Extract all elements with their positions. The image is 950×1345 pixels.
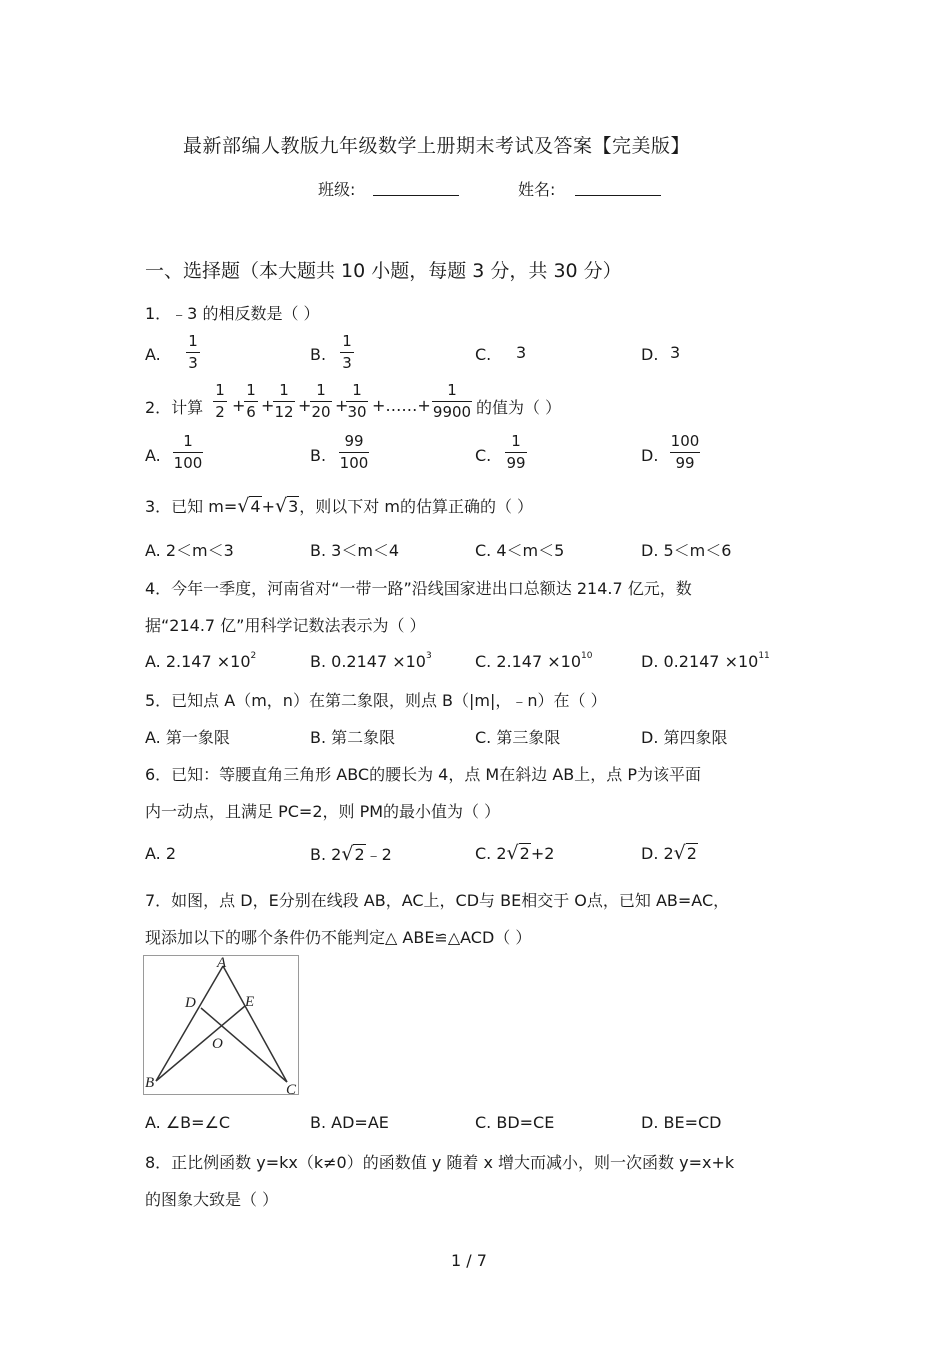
denominator: 99 — [506, 454, 526, 472]
q1-option-c-label: C. — [475, 345, 492, 364]
line-be — [156, 1006, 245, 1081]
line-ab — [156, 966, 223, 1081]
q4-option-d — [641, 651, 770, 671]
q4-line-2: 据“214.7 亿”用科学记数法表示为（ ） — [145, 616, 426, 635]
q2-prefix: 2．计算 — [145, 398, 204, 417]
q3-option-b: B. 3＜m＜4 — [310, 541, 400, 560]
exponent: 11 — [758, 651, 770, 661]
sqrt: √2 — [673, 842, 697, 864]
q5-option-a: A. 第一象限 — [145, 728, 230, 747]
denominator: 3 — [342, 354, 352, 372]
q2-plus-4: + — [335, 396, 349, 415]
label-c: C — [286, 1082, 297, 1094]
q7-option-d: D. BE=CD — [641, 1113, 722, 1132]
q2-term-6 — [432, 383, 472, 420]
q2-option-c-fraction — [505, 434, 527, 471]
exponent: 10 — [581, 651, 593, 661]
sqrt: √2 — [506, 842, 530, 864]
numerator: 1 — [188, 332, 198, 350]
q2-plus-1: + — [232, 396, 246, 415]
q2-term-1 — [213, 383, 227, 420]
radicand: 2 — [519, 844, 530, 863]
q4-option-b — [310, 651, 432, 671]
option-text: A. 2.147 ×10 — [145, 652, 251, 671]
label-d: D — [185, 995, 196, 1011]
q3-sqrt-2: √3 — [274, 495, 299, 517]
radicand: 2 — [686, 844, 697, 863]
denominator: 6 — [246, 403, 256, 421]
q8-line-2: 的图象大致是（ ） — [145, 1190, 279, 1209]
numerator: 1 — [352, 381, 362, 399]
q4-option-a — [145, 651, 256, 671]
option-text: B. 0.2147 ×10 — [310, 652, 426, 671]
q6-option-c — [475, 842, 554, 864]
q7-figure — [143, 955, 299, 1095]
q3-option-a: A. 2＜m＜3 — [145, 541, 234, 560]
numerator: 1 — [183, 432, 193, 450]
q2-option-a-label: A. — [145, 446, 161, 465]
q2-plus-3: + — [298, 396, 312, 415]
name-blank — [575, 195, 661, 196]
denominator: 2 — [215, 403, 225, 421]
q1-stem: 1．﹣3 的相反数是（ ） — [145, 304, 320, 323]
q3-option-c: C. 4＜m＜5 — [475, 541, 565, 560]
label-e: E — [245, 994, 255, 1010]
option-text: C. 2.147 ×10 — [475, 652, 581, 671]
q3-sqrt-1: √4 — [237, 495, 261, 517]
exponent: 2 — [250, 651, 257, 661]
denominator: 99 — [675, 454, 695, 472]
q7-option-a: A. ∠B=∠C — [145, 1113, 231, 1132]
label-a: A — [217, 956, 227, 971]
q5-option-c: C. 第三象限 — [475, 728, 561, 747]
q1-option-c-value: 3 — [516, 343, 527, 362]
q2-suffix: 的值为（ ） — [476, 398, 562, 417]
q3-prefix: 3．已知 m= — [145, 497, 238, 516]
q5-stem: 5．已知点 A（m，n）在第二象限，则点 B（|m|，﹣n）在（ ） — [145, 691, 607, 710]
page-title: 最新部编人教版九年级数学上册期末考试及答案【完美版】 — [183, 135, 691, 157]
q8-line-1: 8．正比例函数 y=kx（k≠0）的函数值 y 随着 x 增大而减小，则一次函数 y=x+k — [145, 1153, 735, 1172]
radicand: 2 — [354, 845, 365, 864]
numerator: 100 — [670, 432, 700, 450]
denominator: 100 — [173, 454, 203, 472]
q3-stem — [145, 494, 533, 517]
triangle-diagram — [144, 956, 298, 1094]
label-b: B — [145, 1075, 155, 1091]
numerator: 1 — [246, 381, 256, 399]
option-tail: +2 — [530, 844, 555, 863]
radicand: 3 — [288, 497, 299, 516]
q1-option-d-label: D. — [641, 345, 659, 364]
radicand: 4 — [250, 497, 261, 516]
page-number: 1 / 7 — [451, 1251, 487, 1270]
q1-option-b-label: B. — [310, 345, 327, 364]
denominator: 100 — [339, 454, 369, 472]
q2-ellipsis: +……+ — [372, 396, 431, 415]
q2-option-d-fraction — [670, 434, 700, 471]
q1-option-b-fraction — [340, 334, 354, 371]
q2-term-3 — [273, 383, 295, 420]
denominator: 9900 — [432, 403, 472, 421]
class-blank — [373, 195, 459, 196]
q6-line-2: 内一动点，且满足 PC=2，则 PM的最小值为（ ） — [145, 802, 501, 821]
q2-option-d-label: D. — [641, 446, 659, 465]
q2-term-4 — [310, 383, 332, 420]
denominator: 20 — [311, 403, 331, 421]
q3-suffix: ，则以下对 m的估算正确的（ ） — [299, 497, 534, 516]
label-o: O — [212, 1036, 223, 1052]
q4-line-1: 4．今年一季度，河南省对“一带一路”沿线国家进出口总额达 214.7 亿元，数 — [145, 579, 692, 598]
denominator: 12 — [274, 403, 294, 421]
q2-option-c-label: C. — [475, 446, 492, 465]
q3-plus: + — [261, 497, 275, 516]
line-ac — [223, 966, 287, 1082]
numerator: 1 — [279, 381, 289, 399]
option-tail: ﹣2 — [365, 845, 392, 864]
q2-option-b-label: B. — [310, 446, 327, 465]
option-text: D. 2 — [641, 844, 674, 863]
option-text: D. 0.2147 ×10 — [641, 652, 759, 671]
numerator: 1 — [447, 381, 457, 399]
numerator: 99 — [344, 432, 364, 450]
q6-option-d — [641, 842, 698, 864]
numerator: 1 — [215, 381, 225, 399]
q7-option-b: B. AD=AE — [310, 1113, 389, 1132]
class-label: 班级: — [318, 180, 356, 199]
q7-line-1: 7．如图，点 D，E分别在线段 AB，AC上，CD与 BE相交于 O点，已知 AB=AC， — [145, 891, 730, 910]
option-text: B. 2 — [310, 845, 342, 864]
q5-option-d: D. 第四象限 — [641, 728, 728, 747]
q5-option-b: B. 第二象限 — [310, 728, 396, 747]
name-label: 姓名: — [518, 180, 556, 199]
q1-option-d-value: 3 — [670, 343, 681, 362]
q1-option-a-label: A. — [145, 345, 161, 364]
exponent: 3 — [425, 651, 432, 661]
numerator: 1 — [316, 381, 326, 399]
q2-option-a-fraction — [173, 434, 203, 471]
q7-line-2: 现添加以下的哪个条件仍不能判定△ ABE≌△ACD（ ） — [145, 928, 532, 947]
q4-option-c — [475, 651, 592, 671]
q6-option-a: A. 2 — [145, 844, 177, 863]
denominator: 3 — [188, 354, 198, 372]
q2-option-b-fraction — [339, 434, 369, 471]
option-text: C. 2 — [475, 844, 507, 863]
denominator: 30 — [347, 403, 367, 421]
q1-option-a-fraction — [186, 334, 200, 371]
numerator: 1 — [511, 432, 521, 450]
numerator: 1 — [342, 332, 352, 350]
q2-term-5 — [346, 383, 368, 420]
q6-line-1: 6．已知：等腰直角三角形 ABC的腰长为 4，点 M在斜边 AB上，点 P为该平面 — [145, 765, 701, 784]
q7-option-c: C. BD=CE — [475, 1113, 555, 1132]
q3-option-d: D. 5＜m＜6 — [641, 541, 732, 560]
section-heading: 一、选择题（本大题共 10 小题，每题 3 分，共 30 分） — [145, 260, 622, 282]
q2-term-2 — [244, 383, 258, 420]
q2-plus-2: + — [261, 396, 275, 415]
sqrt: √2 — [341, 843, 365, 865]
q6-option-b — [310, 842, 392, 865]
